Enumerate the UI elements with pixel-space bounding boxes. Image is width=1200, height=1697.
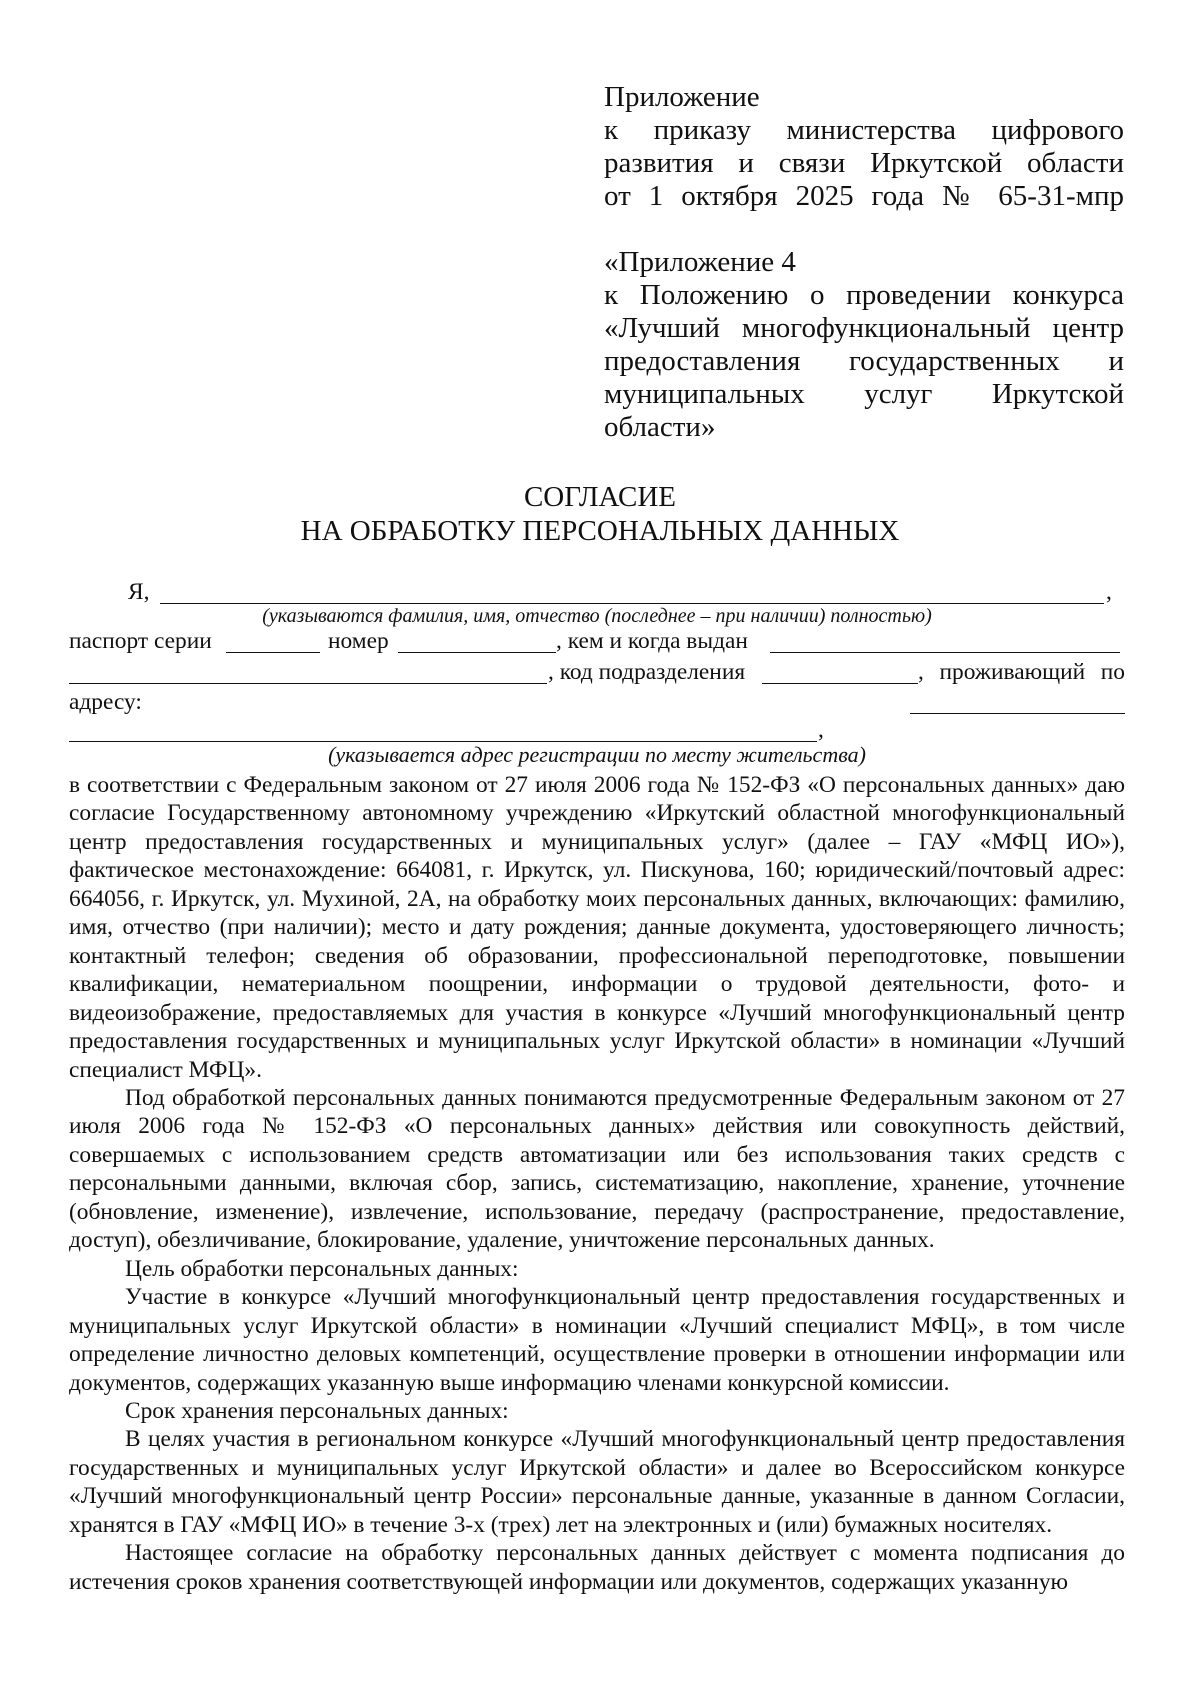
validity-paragraph: Настоящее согласие на обработку персональных данных действует с момента подписания до истечения сроков хранения соответствующей информации или документов, содержащих указанную [69, 1540, 1125, 1595]
purpose-paragraph: Участие в конкурсе «Лучший многофункциональный центр предоставления государственных и муниципальных услуг Иркутской области» в номинации «Лучший специалист МФЦ», в том числе определение личностно деловых компетенций, осуществление проверки в отношении информации или документов, содержащих указанную выше информацию членами конкурсной комиссии. [69, 1284, 1125, 1396]
annex-order-text: к приказу министерства цифрового развития и связи Иркутской области [604, 114, 1124, 179]
address-label: адресу: [69, 689, 142, 715]
passport-series-field[interactable] [226, 652, 320, 653]
annex-order-date: от 1 октября 2025 года № 65-31-мпр [604, 180, 1124, 212]
storage-paragraph: В целях участия в региональном конкурсе «Лучший многофункциональный центр предоставления государственных и муниципальных услуг Иркутской области» и далее во Всероссийском конкурсе «Лучший многофункциональный центр России» персональные данные, указанные в данном Согласии, хранятся в ГАУ «МФЦ ИО» в течение 3-х (трех) лет на электронных и (или) бумажных носителях. [69, 1426, 1125, 1538]
address-hint: (указывается адрес регистрации по месту жительства) [328, 742, 866, 767]
annex4-text-last: области» [604, 411, 716, 443]
annex4-text: к Положению о проведении конкурса «Лучший многофункциональный центр предоставления государственных и муниципальных услуг Иркутской [604, 279, 1124, 410]
name-hint: (указываются фамилия, имя, отчество (последнее – при наличии) полностью) [262, 605, 932, 627]
passport-number-label: номер [328, 628, 389, 654]
ya-label: Я, [128, 579, 150, 605]
name-comma: , [1106, 579, 1112, 605]
doc-title: СОГЛАСИЕ [523, 481, 677, 513]
passport-number-field[interactable] [398, 652, 556, 653]
issued-by-field-continued[interactable] [69, 683, 547, 684]
annex4-header: «Приложение 4 [604, 246, 796, 278]
processing-definition-paragraph: Под обработкой персональных данных понимаются предусмотренные Федеральным законом от 27 июля 2006 года № 152-ФЗ «О персональных данных» действия или совокупность действий, совершаемых с использованием средств автоматизации или без использования таких средств с персональными данными, включая сбор, запись, систематизацию, накопление, хранение, уточнение (обновление, изменение), извлечение, использование, передачу (распространение, предоставление, доступ), обезличивание, блокирование, удаление, уничтожение персональных данных. [69, 1084, 1125, 1254]
issued-by-field[interactable] [770, 652, 1120, 653]
doc-subtitle: НА ОБРАБОТКУ ПЕРСОНАЛЬНЫХ ДАННЫХ [300, 515, 900, 547]
division-code-label: , код подразделения [548, 659, 746, 685]
issued-by-label: , кем и когда выдан [556, 628, 748, 654]
consent-paragraph-1: в соответствии с Федеральным законом от 27 июля 2006 года № 152-ФЗ «О персональных данных» даю согласие Государственному автономному учреждению «Иркутский областной многофункциональный центр предоставления государственных и муниципальных услуг» (далее – ГАУ «МФЦ ИО»), фактическое местонахождение: 664081, г. Иркутск, ул. Пискунова, 160; юридический/почтовый адрес: 664056, г. Иркутск, ул. Мухиной, 2А, на обработку моих персональных данных, включающих: фамилию, имя, отчество (при наличии); место и дату рождения; данные документа, удостоверяющего личность; контактный телефон; сведения об образовании, профессиональной переподготовке, повышении квалификации, нематериальном поощрении, информации о трудовой деятельности, фото- и видеоизображение, предоставляемых для участия в конкурсе «Лучший многофункциональный центр предоставления государственных и муниципальных услуг Иркутской области» в номинации «Лучший специалист МФЦ». [69, 772, 1125, 1083]
passport-series-label: паспорт серии [69, 628, 212, 654]
residing-label: , проживающий по [918, 659, 1125, 685]
purpose-heading: Цель обработки персональных данных: [125, 1255, 519, 1282]
division-code-field[interactable] [762, 683, 918, 684]
storage-heading: Срок хранения персональных данных: [125, 1397, 509, 1424]
address-field[interactable] [910, 713, 1125, 714]
address-comma: , [818, 717, 824, 743]
annex-header: Приложение [604, 81, 760, 113]
consent-body [69, 771, 1125, 1596]
